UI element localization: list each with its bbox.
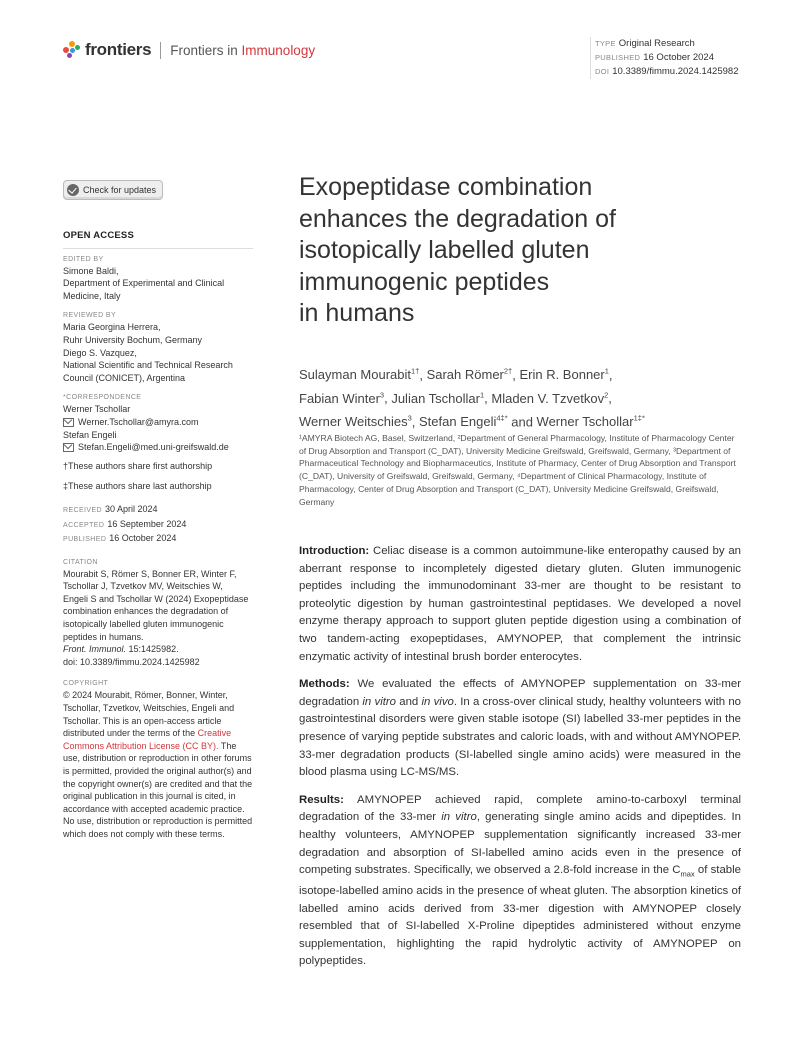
abstract-results: Results: AMYNOPEP achieved rapid, complete amino-to-carboxyl terminal degradation of the 33-mer in vitro, generating single amino acids and dipeptides. In healthy volunteers, AMYNOPEP supplementation significantly increased 33-mer degradation and absorption of SI-labelled amino acids even in the presence of competing substrates. Specifically, we observed a 2.8-fold increase in the $C_{max}$ of stable isotope-labelled amino acids in the presence of wheat gluten. The absorption kinetics of labelled amino acids derived from 33-mer digestion with AMYNOPEP closely resembled that of SI-labelled X-Proline dipeptides administered without enzyme supplementation, highlighting the rapid hydrolytic activity of AMYNOPEP on polypeptides.	[299, 793, 741, 968]
reviewer-affiliation: Council (CONICET), Argentina	[63, 372, 186, 383]
editor-affiliation: Medicine, Italy	[63, 290, 121, 301]
published-date: PUBLISHED 16 October 2024	[63, 533, 177, 544]
author[interactable]: Julian Tschollar$^1$	[391, 390, 485, 406]
copyright-text: © 2024 Mourabit, Römer, Bonner, Winter, Tschollar, Tzvetkov, Weitschies, Engeli and Tschollar. This is an open-access article distributed under the terms of the Creative Commons Attribution License (CC BY). The use, distribution or reproduction in other forums is permitted, provided the original author(s) and the copyright owner(s) are credited and that the original publication in this journal is cited, in accordance with accepted academic practice. No use, distribution or reproduction is permitted which does not comply with these terms.	[63, 690, 253, 839]
affiliations: ¹AMYRA Biotech AG, Basel, Switzerland, ²Department of General Pharmacology, Institute of Pharmacology Center of Drug Absorption and Transport (C_DAT), University Medicine Greifswald, Greifswald, Germany, ³Department of Pharmaceutical Technology and Biopharmaceutics, Institute of Pharmacy, Center of Drug Absorption and Transport (C_DAT), University of Greifswald, Greifswald, Germany, ⁴Department of Clinical Pharmacology, Institute of Pharmacology, Center of Drug Absorption and Transport (C_DAT), University Medicine Greifswald, Greifswald, Germany	[299, 433, 736, 507]
editor-affiliation: Department of Experimental and Clinical	[63, 278, 225, 289]
accepted-date: ACCEPTED 16 September 2024	[63, 518, 187, 529]
citation-label: CITATION	[63, 558, 98, 566]
journal-header	[63, 40, 315, 60]
check-icon	[67, 184, 79, 196]
article-title: Exopeptidase combination enhances the degradation of isotopically labelled gluten immunogenic peptides in humans	[299, 173, 616, 327]
journal-name: Frontiers in Immunology	[170, 42, 316, 58]
reviewer-name: Diego S. Vazquez,	[63, 347, 137, 358]
article-doi[interactable]: DOI 10.3389/fimmu.2024.1425982	[595, 66, 739, 77]
author[interactable]: Werner Tschollar$^{1\ddagger*}$	[536, 413, 645, 429]
reviewer-affiliation: Ruhr University Bochum, Germany	[63, 334, 203, 345]
editor-name: Simone Baldi,	[63, 265, 119, 276]
abstract	[299, 543, 741, 981]
frontiers-logo-icon	[63, 41, 81, 59]
reviewer-name: Maria Georgina Herrera,	[63, 322, 161, 333]
check-for-updates-button[interactable]: Check for updates	[63, 180, 163, 200]
correspondent-email-row	[63, 416, 253, 429]
first-authorship-note: †These authors share first authorship	[63, 460, 213, 471]
author[interactable]: Werner Weitschies$^3$	[299, 413, 412, 429]
cc-by-license-link[interactable]: Creative Commons Attribution License (CC BY).	[63, 728, 232, 751]
article-type: TYPE Original Research	[595, 38, 695, 49]
correspondent-name: Stefan Engeli	[63, 429, 117, 440]
author-list: Sulayman Mourabit$^{1\dagger}$, Sarah Römer$^{2\dagger}$, Erin R. Bonner$^1$, Fabian Winter$^3$, Julian Tschollar$^1$, Mladen V. Tzvetkov$^2$, Werner Weitschies$^3$, Stefan Engeli$^{4\ddagger*}$ and Werner Tschollar$^{1\ddagger*}$	[299, 367, 645, 429]
last-authorship-note: ‡These authors share last authorship	[63, 481, 212, 492]
correspondent-email-row	[63, 441, 253, 454]
article-published: PUBLISHED 16 October 2024	[595, 52, 714, 63]
copyright-label: COPYRIGHT	[63, 680, 109, 688]
author[interactable]: Sarah Römer$^{2\dagger}$	[426, 367, 513, 383]
correspondence-label: *CORRESPONDENCE	[63, 394, 142, 402]
correspondent-email[interactable]: Stefan.Engeli@med.uni-greifswald.de	[78, 442, 229, 453]
author[interactable]: Erin R. Bonner$^1$	[519, 367, 609, 383]
author[interactable]: Fabian Winter$^3$	[299, 390, 385, 406]
frontiers-wordmark: frontiers	[85, 40, 152, 59]
article-meta	[590, 37, 738, 79]
envelope-icon	[63, 418, 74, 427]
article-dates	[63, 503, 253, 547]
reviewer-affiliation: National Scientific and Technical Research	[63, 360, 233, 371]
reviewed-by-label: REVIEWED BY	[63, 312, 117, 320]
open-access-label: OPEN ACCESS	[63, 230, 135, 241]
abstract-introduction: Introduction: Celiac disease is a common autoimmune-like enteropathy caused by an aberrant response to incompletely digested dietary gluten. Gluten immunogenic peptides including the immunodominant 33-mer are thought to be resistant to proteolytic digestion by human gastrointestinal peptidases. We developed a novel enzyme therapy approach to support gluten peptide digestion using a combination of two tandem-acting exopeptidases, AMYNOPEP, that complement the intrinsic enzymatic activity of intestinal brush border enterocytes.	[299, 545, 741, 663]
author[interactable]: Stefan Engeli$^{4\ddagger*}$	[419, 413, 508, 429]
edited-by-label: EDITED BY	[63, 255, 104, 263]
citation-text: Mourabit S, Römer S, Bonner ER, Winter F, Tschollar J, Tzvetkov MV, Weitschies W, Engeli S and Tschollar W (2024) Exopeptidase combination enhances the degradation of isotopically labelled gluten immunogenic peptides in humans. Front. Immunol. 15:1425982. doi: 10.3389/fimmu.2024.1425982	[63, 568, 249, 667]
author[interactable]: Mladen V. Tzvetkov$^2$	[491, 390, 609, 406]
received-date: RECEIVED 30 April 2024	[63, 503, 158, 514]
envelope-icon	[63, 443, 74, 452]
abstract-methods: Methods: We evaluated the effects of AMYNOPEP supplementation on 33-mer degradation in vitro and in vivo. In a cross-over clinical study, healthy volunteers with no gastrointestinal disorders were given stable isotope (SI) labelled 33-mer peptides in the presence of varying peptide substrates and caloric loads, with and without AMYNOPEP. 33-mer degradation products (SI-labelled single amino acids) were measured in the blood plasma using LC-MS/MS.	[299, 678, 741, 779]
header-divider	[160, 42, 161, 59]
sidebar	[63, 180, 253, 841]
correspondent-name: Werner Tschollar	[63, 404, 131, 415]
correspondent-email[interactable]: Werner.Tschollar@amyra.com	[78, 416, 199, 427]
divider	[63, 248, 253, 249]
author[interactable]: Sulayman Mourabit$^{1\dagger}$	[299, 367, 420, 383]
